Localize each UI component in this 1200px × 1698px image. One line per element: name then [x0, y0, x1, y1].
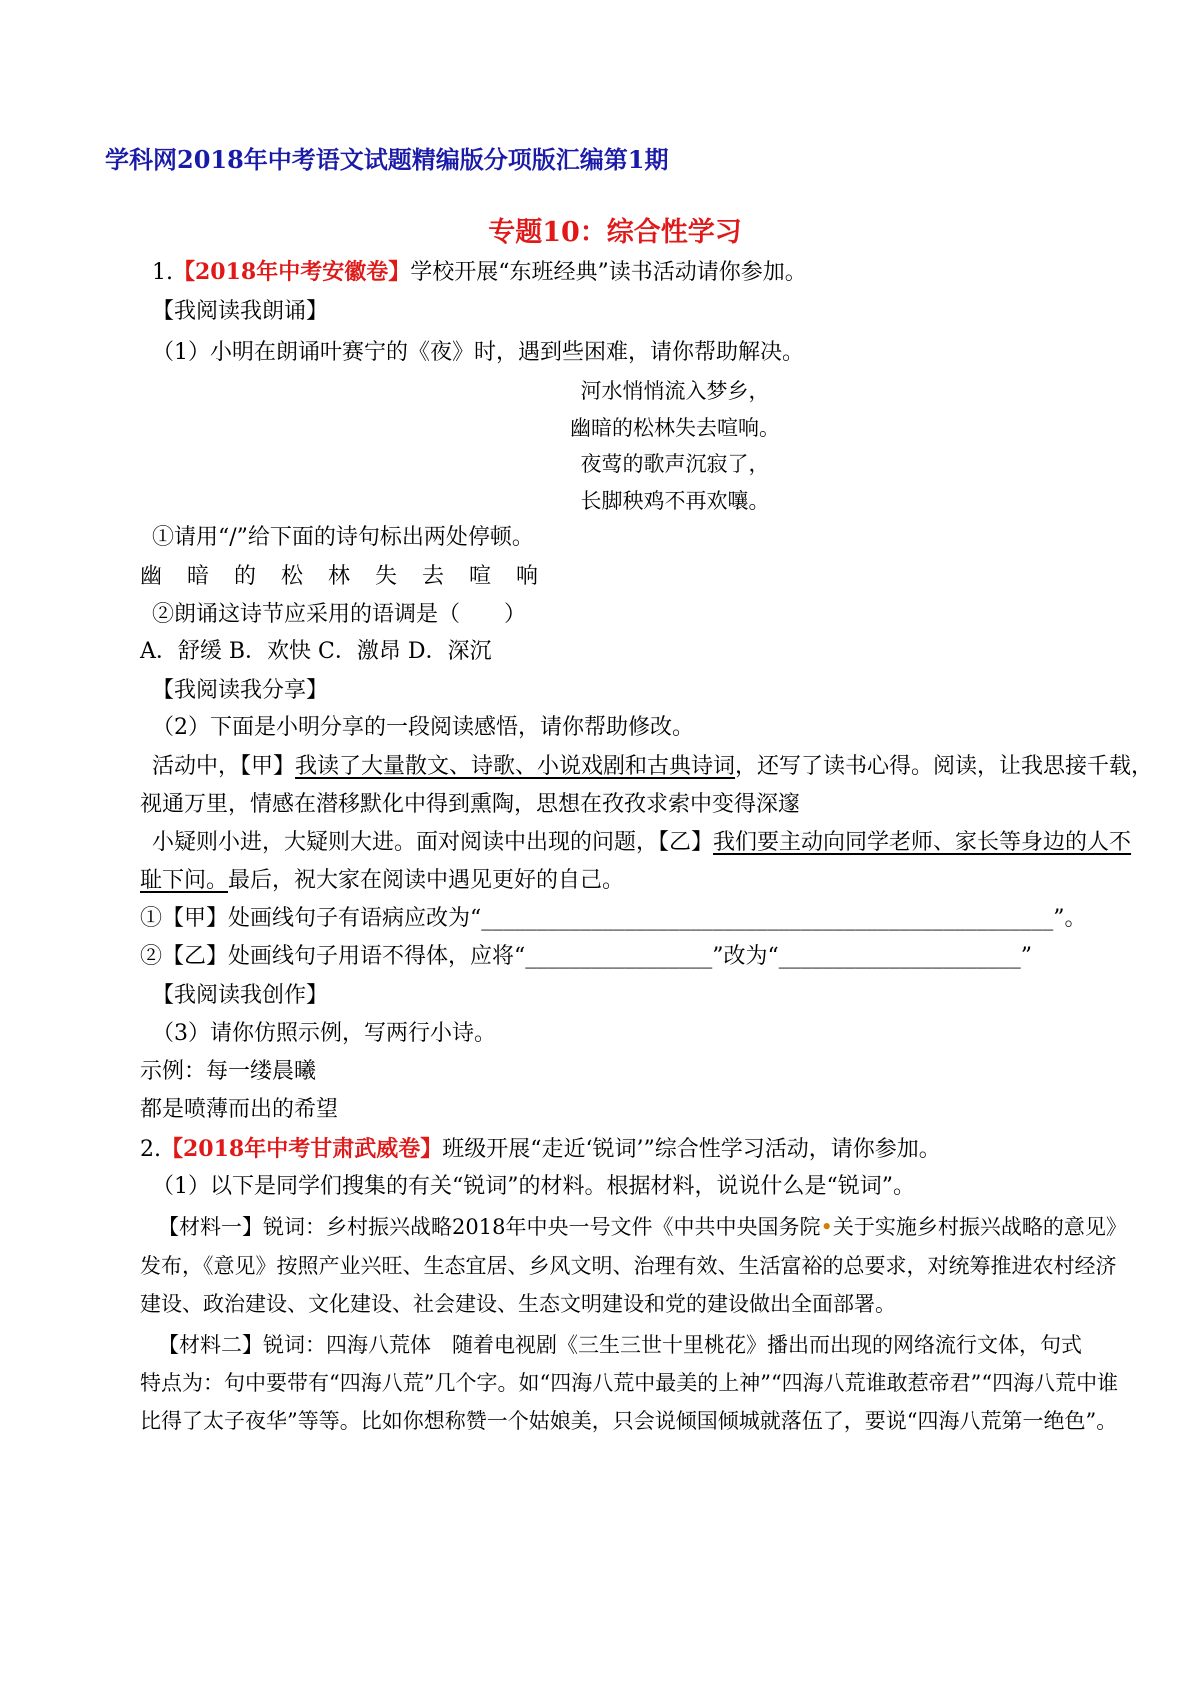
q1-section-1: 【我阅读我朗诵】	[152, 299, 329, 324]
poem-char: 的	[234, 564, 257, 589]
poem-char: 去	[422, 564, 445, 589]
para-tag-yi: 【乙】	[658, 830, 714, 855]
document-title: 专题10：综合性学习	[488, 217, 742, 248]
material-text: 锐词：乡村振兴战略2018年中央一号文件《中共中央国务院	[263, 1215, 821, 1239]
q1-section-3: 【我阅读我创作】	[152, 983, 329, 1008]
material-2-line-2: 特点为：句中要带有“四海八荒”几个字。如“四海八荒中最美的上神”“四海八荒谁敢惹帝君”“四海八荒中谁	[140, 1371, 1119, 1395]
document-header: 学科网2018年中考语文试题精编版分项版汇编第1期	[105, 145, 669, 174]
q1-part-1: （1）小明在朗诵叶赛宁的《夜》时，遇到些困难，请你帮助解决。	[152, 340, 804, 365]
poem-line-4: 长脚秧鸡不再欢嚷。	[580, 489, 770, 513]
underlined-sentence-yi-cont: 耻下问。	[140, 868, 229, 893]
poem-line-3: 夜莺的歌声沉寂了，	[580, 452, 770, 476]
material-1-line-2: 发布，《意见》按照产业兴旺、生态宜居、乡风文明、治理有效、生活富裕的总要求，对统筹推进农村经济	[140, 1254, 1117, 1278]
para-tag-jia: 【甲】	[240, 754, 296, 779]
underlined-sentence-yi: 我们要主动向同学老师、家长等身边的人不	[713, 830, 1132, 855]
q2-stem-line	[140, 1134, 941, 1165]
q1-number: 1.	[152, 260, 173, 285]
poem-char: 幽	[140, 564, 163, 589]
material-1-label: 【材料一】	[158, 1215, 263, 1239]
material-2-label: 【材料二】	[158, 1333, 263, 1357]
q1-part-2: （2）下面是小明分享的一段阅读感悟，请你帮助修改。	[152, 715, 694, 740]
q1-task-2: ②朗诵这诗节应采用的语调是（ ）	[152, 602, 527, 627]
q1-part-3: （3）请你仿照示例，写两行小诗。	[152, 1021, 496, 1046]
q1-stem-line	[152, 257, 807, 288]
poem-char: 喧	[469, 564, 492, 589]
q1-para-1-line-2: 视通万里，情感在潜移默化中得到熏陶，思想在孜孜求索中变得深邃	[140, 792, 801, 817]
material-2-line-1	[158, 1330, 1082, 1360]
q1-para-1	[152, 752, 1153, 782]
q1-example-1: 示例：每一缕晨曦	[140, 1059, 317, 1084]
material-2-line-3: 比得了太子夜华”等等。比如你想称赞一个姑娘美，只会说倾国倾城就落伍了，要说“四海八荒第一绝色”。	[140, 1409, 1118, 1433]
poem-line-1: 河水悄悄流入梦乡，	[580, 379, 770, 403]
poem-line-2: 幽暗的松林失去喧响。	[570, 416, 780, 440]
material-text: 锐词：四海八荒体 随着电视剧《三生三世十里桃花》播出而出现的网络流行文体，句式	[263, 1333, 1082, 1357]
poem-char: 响	[516, 564, 539, 589]
material-text: 关于实施乡村振兴战略的意见》	[832, 1215, 1127, 1239]
q2-part-1: （1）以下是同学们搜集的有关“锐词”的材料。根据材料，说说什么是“锐词”。	[152, 1174, 915, 1199]
q1-task-1: ①请用“/”给下面的诗句标出两处停顿。	[152, 525, 534, 550]
dot-mark: •	[820, 1215, 833, 1239]
q1-para-2	[152, 828, 1131, 858]
q1-stem: 学校开展“东班经典”读书活动请你参加。	[410, 260, 807, 285]
underlined-sentence-jia: 我读了大量散文、诗歌、小说戏剧和古典诗词	[295, 754, 736, 779]
q2-stem: 班级开展“走近‘锐词’”综合性学习活动，请你参加。	[442, 1137, 941, 1162]
poem-char: 林	[328, 564, 351, 589]
para-text: ，还写了读书心得。阅读，让我思接千载，	[735, 754, 1154, 779]
q1-fill-1: ①【甲】处画线句子有语病应改为“____________________________________________________”。	[140, 906, 1087, 931]
material-1-line-1	[158, 1212, 1127, 1242]
poem-char: 暗	[187, 564, 210, 589]
q2-number: 2.	[140, 1137, 161, 1162]
poem-chars-row	[140, 562, 563, 592]
q2-source: 【2018年中考甘肃武威卷】	[161, 1136, 443, 1162]
para-text: 小疑则小进，大疑则大进。面对阅读中出现的问题，	[152, 830, 659, 855]
material-1-line-3: 建设、政治建设、文化建设、社会建设、生态文明建设和党的建设做出全面部署。	[140, 1292, 896, 1316]
para-text: 活动中，	[152, 754, 241, 779]
q1-fill-2: ②【乙】处画线句子用语不得体，应将“_________________”改为“______________________”	[140, 944, 1032, 969]
q1-section-2: 【我阅读我分享】	[152, 678, 329, 703]
q1-para-2-line-2	[140, 866, 624, 896]
poem-char: 松	[281, 564, 304, 589]
para-text: 最后，祝大家在阅读中遇见更好的自己。	[228, 868, 625, 893]
q1-source: 【2018年中考安徽卷】	[173, 259, 411, 285]
poem-char: 失	[375, 564, 398, 589]
q1-example-2: 都是喷薄而出的希望	[140, 1097, 339, 1122]
q1-options: A．舒缓 B．欢快 C．激昂 D．深沉	[140, 639, 492, 664]
